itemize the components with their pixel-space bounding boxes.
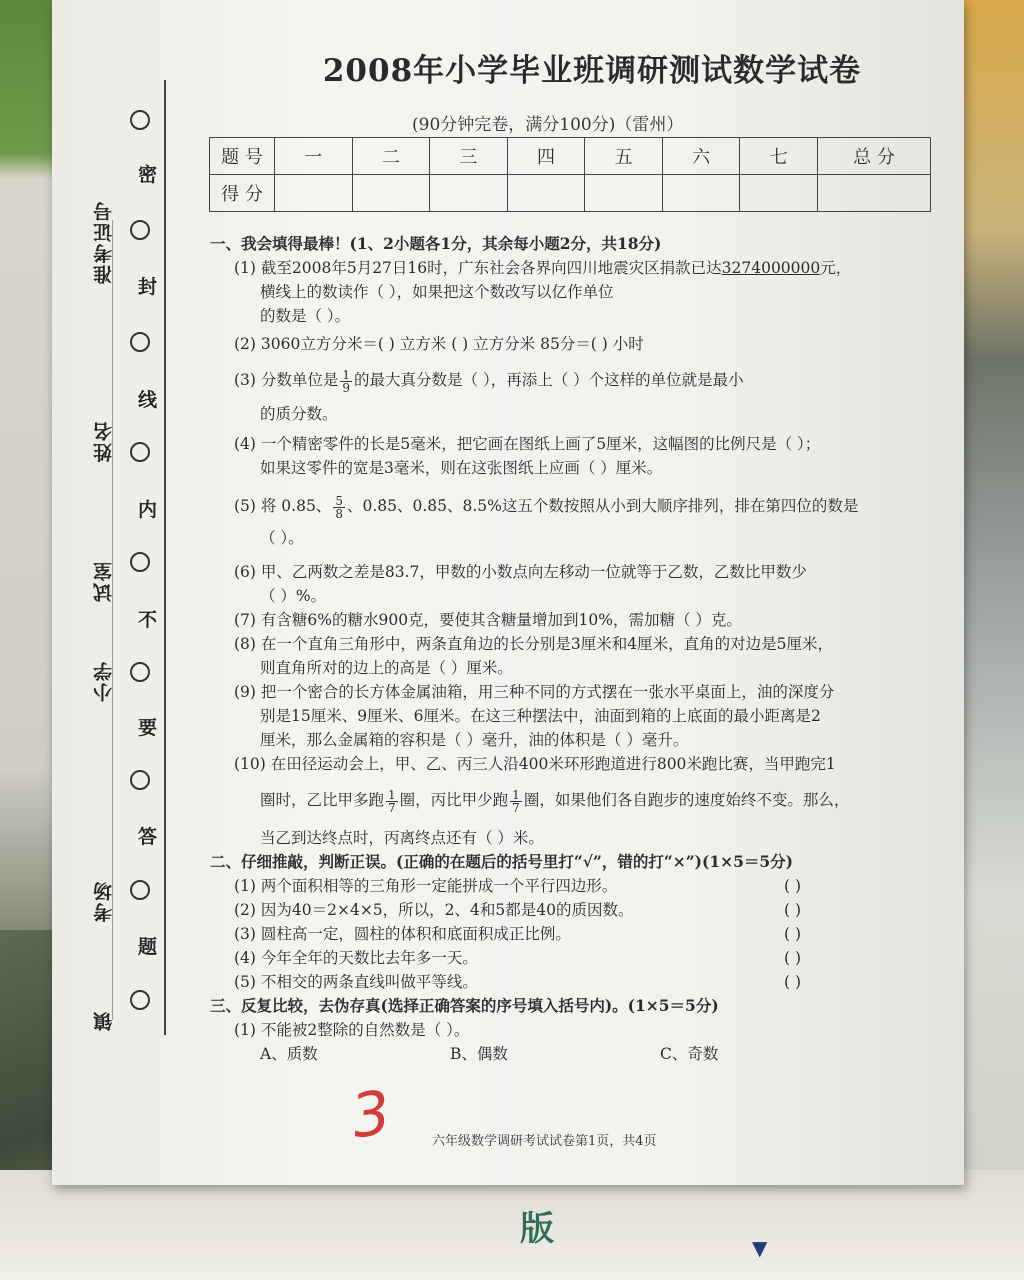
question-text: 、0.8̇5、0.8̇5̇、8.5%这五个数按照从小到大顺序排列，排在第四位的数是 <box>346 497 859 515</box>
seal-char: 密 <box>138 164 158 186</box>
judge-item <box>210 874 945 898</box>
score-cell[interactable] <box>352 175 430 212</box>
handwritten-score-mark: 3 <box>347 1077 395 1153</box>
table-cell: 三 <box>430 138 508 175</box>
seal-char: 要 <box>138 717 158 739</box>
question-line: (9) 把一个密合的长方体金属油箱，用三种不同的方式摆在一张水平桌面上，油的深度分 <box>234 683 835 701</box>
judge-text: (4) 今年全年的天数比去年多一天。 <box>234 949 478 967</box>
table-cell: 题 号 <box>210 138 275 175</box>
question-line: 的质分数。 <box>260 405 338 423</box>
section-heading: 三、反复比较，去伪存真(选择正确答案的序号填入括号内)。(1×5＝5分) <box>210 996 719 1015</box>
question-line <box>210 486 945 526</box>
option-b: B、偶数 <box>450 1045 508 1063</box>
question-line: (4) 一个精密零件的长是5毫米，把它画在图纸上画了5厘米，这幅图的比例尺是（ ）； <box>234 435 821 453</box>
binding-line <box>164 80 166 1035</box>
question-line: （ ）%。 <box>260 587 327 605</box>
table-row <box>210 138 931 175</box>
answer-box[interactable]: ( ) <box>784 949 802 967</box>
judge-text: (2) 因为40＝2×4×5，所以，2、4和5都是40的质因数。 <box>234 901 634 919</box>
fraction-numerator: 1 <box>388 787 396 802</box>
score-cell[interactable] <box>507 175 585 212</box>
field-exam-site: 考场 <box>93 880 115 922</box>
question-text: 圈，丙比甲少跑 <box>399 791 509 809</box>
fraction-numerator: 5 <box>335 493 343 508</box>
table-cell: 六 <box>662 138 740 175</box>
table-cell: 四 <box>507 138 585 175</box>
question-line: (10) 在田径运动会上，甲、乙、丙三人沿400米环形跑道进行800米跑比赛，当甲跑完1 <box>234 755 836 773</box>
section-heading: 一、我会填得最棒！(1、2小题各1分，其余每小题2分，共18分) <box>210 234 662 253</box>
table-cell: 七 <box>740 138 818 175</box>
question-line: (6) 甲、乙两数之差是83.7，甲数的小数点向左移动一位就等于乙数，乙数比甲数少 <box>234 563 807 581</box>
table-row <box>210 175 931 212</box>
exam-content <box>210 232 945 1066</box>
score-cell[interactable] <box>430 175 508 212</box>
fraction-numerator: 1 <box>512 787 520 802</box>
background-newspaper <box>0 1170 1024 1280</box>
fraction <box>333 495 345 520</box>
field-classroom: 试室 <box>93 560 115 602</box>
question-line: (1) 不能被2整除的自然数是（ ）。 <box>234 1021 470 1039</box>
background-arrow: ▼ <box>752 1236 768 1260</box>
question-line <box>210 362 945 398</box>
question-line: (2) 3060立方分米＝( ) 立方米 ( ) 立方分米 85分＝( ) 小时 <box>234 335 644 353</box>
option-c: C、奇数 <box>660 1045 719 1063</box>
options-line <box>210 1042 945 1066</box>
section-heading: 二、仔细推敲，判断正误。(正确的在题后的括号里打“√”，错的打“×”)(1×5＝5分) <box>210 852 794 871</box>
judge-text: (1) 两个面积相等的三角形一定能拼成一个平行四边形。 <box>234 877 618 895</box>
answer-box[interactable]: ( ) <box>784 973 802 991</box>
question-line: 当乙到达终点时，丙离终点还有（ ）米。 <box>260 829 544 847</box>
seal-circle <box>130 990 150 1010</box>
page-title: 2008年小学毕业班调研测试数学试卷 <box>322 53 862 89</box>
field-school: 小学 <box>93 660 115 702</box>
field-town: 镇 <box>93 1010 115 1031</box>
page-footer: 六年级数学调研考试试卷第1页，共4页 <box>432 1134 657 1149</box>
seal-circle <box>130 442 150 462</box>
fraction-numerator: 1 <box>342 367 351 382</box>
background-newspaper-text: 版 <box>520 1209 562 1249</box>
score-cell[interactable] <box>585 175 663 212</box>
field-exam-number: 准考证号 <box>93 200 115 284</box>
table-cell: 二 <box>352 138 430 175</box>
table-cell: 五 <box>585 138 663 175</box>
question-line: 别是15厘米、9厘米、6厘米。在这三种摆法中，油面到箱的上底面的最小距离是2 <box>260 707 821 725</box>
seal-circle <box>130 332 150 352</box>
seal-char: 不 <box>138 609 158 631</box>
table-cell: 一 <box>275 138 353 175</box>
question-text: (3) 分数单位是 <box>234 371 339 389</box>
question-text: (1) 截至2008年5月27日16时，广东社会各界向四川地震灾区捐款已达 <box>234 259 722 277</box>
judge-item <box>210 922 945 946</box>
fraction <box>386 789 398 814</box>
exam-paper <box>52 0 964 1185</box>
question-line: 的数是（ ）。 <box>260 307 351 325</box>
seal-circle <box>130 110 150 130</box>
table-cell: 总 分 <box>818 138 931 175</box>
answer-box[interactable]: ( ) <box>784 901 802 919</box>
question-line: 横线上的数读作（ ），如果把这个数改写以亿作单位 <box>260 283 614 301</box>
seal-circle <box>130 552 150 572</box>
seal-circle <box>130 880 150 900</box>
fraction-denominator: 7 <box>512 800 520 815</box>
judge-item <box>210 898 945 922</box>
table-cell: 得 分 <box>210 175 275 212</box>
question-text: 圈，如果他们各自跑步的速度始终不变。那么， <box>523 791 850 809</box>
seal-char: 线 <box>138 389 158 411</box>
fraction <box>510 789 522 814</box>
seal-char: 内 <box>138 499 158 521</box>
option-a: A、质数 <box>260 1045 318 1063</box>
seal-circle <box>130 662 150 682</box>
score-table <box>209 137 931 212</box>
question-line: (8) 在一个直角三角形中，两条直角边的长分别是3厘米和4厘米，直角的对边是5厘米， <box>234 635 833 653</box>
question-line: 如果这零件的宽是3毫米，则在这张图纸上应画（ ）厘米。 <box>260 459 663 477</box>
fraction <box>340 369 352 394</box>
seal-char: 答 <box>138 826 158 848</box>
page-subtitle: (90分钟完卷，满分100分)（雷州） <box>412 115 684 135</box>
question-text: 的最大真分数是（ ），再添上（ ）个这样的单位就是最小 <box>354 371 744 389</box>
fraction-denominator: 7 <box>388 800 396 815</box>
answer-box[interactable]: ( ) <box>784 877 802 895</box>
fraction-denominator: 9 <box>342 380 351 395</box>
judge-item <box>210 946 945 970</box>
seal-char: 封 <box>138 276 158 298</box>
answer-box[interactable]: ( ) <box>784 925 802 943</box>
question-line <box>210 256 945 280</box>
score-cell[interactable] <box>818 175 931 212</box>
donation-amount: 3274000000 <box>721 259 821 277</box>
question-line: 则直角所对的边上的高是（ ）厘米。 <box>260 659 513 677</box>
fraction-denominator: 8 <box>335 506 343 521</box>
seal-circle <box>130 770 150 790</box>
judge-item <box>210 970 945 994</box>
question-line: （ ）。 <box>260 529 304 547</box>
score-cell[interactable] <box>740 175 818 212</box>
question-line: (7) 有含糖6%的糖水900克，要使其含糖量增加到10%，需加糖（ ）克。 <box>234 611 742 629</box>
question-text: (5) 将 0.85、 <box>234 497 332 515</box>
field-name: 姓名 <box>93 420 115 462</box>
question-line <box>210 780 945 820</box>
seal-circle <box>130 220 150 240</box>
question-text: 圈时，乙比甲多跑 <box>260 791 385 809</box>
score-cell[interactable] <box>662 175 740 212</box>
seal-char: 题 <box>138 936 158 958</box>
score-cell[interactable] <box>275 175 353 212</box>
judge-text: (5) 不相交的两条直线叫做平等线。 <box>234 973 478 991</box>
judge-text: (3) 圆柱高一定，圆柱的体积和底面积成正比例。 <box>234 925 571 943</box>
question-line: 厘米，那么金属箱的容积是（ ）毫升，油的体积是（ ）毫升。 <box>260 731 689 749</box>
amount-unit: 元， <box>820 259 852 277</box>
